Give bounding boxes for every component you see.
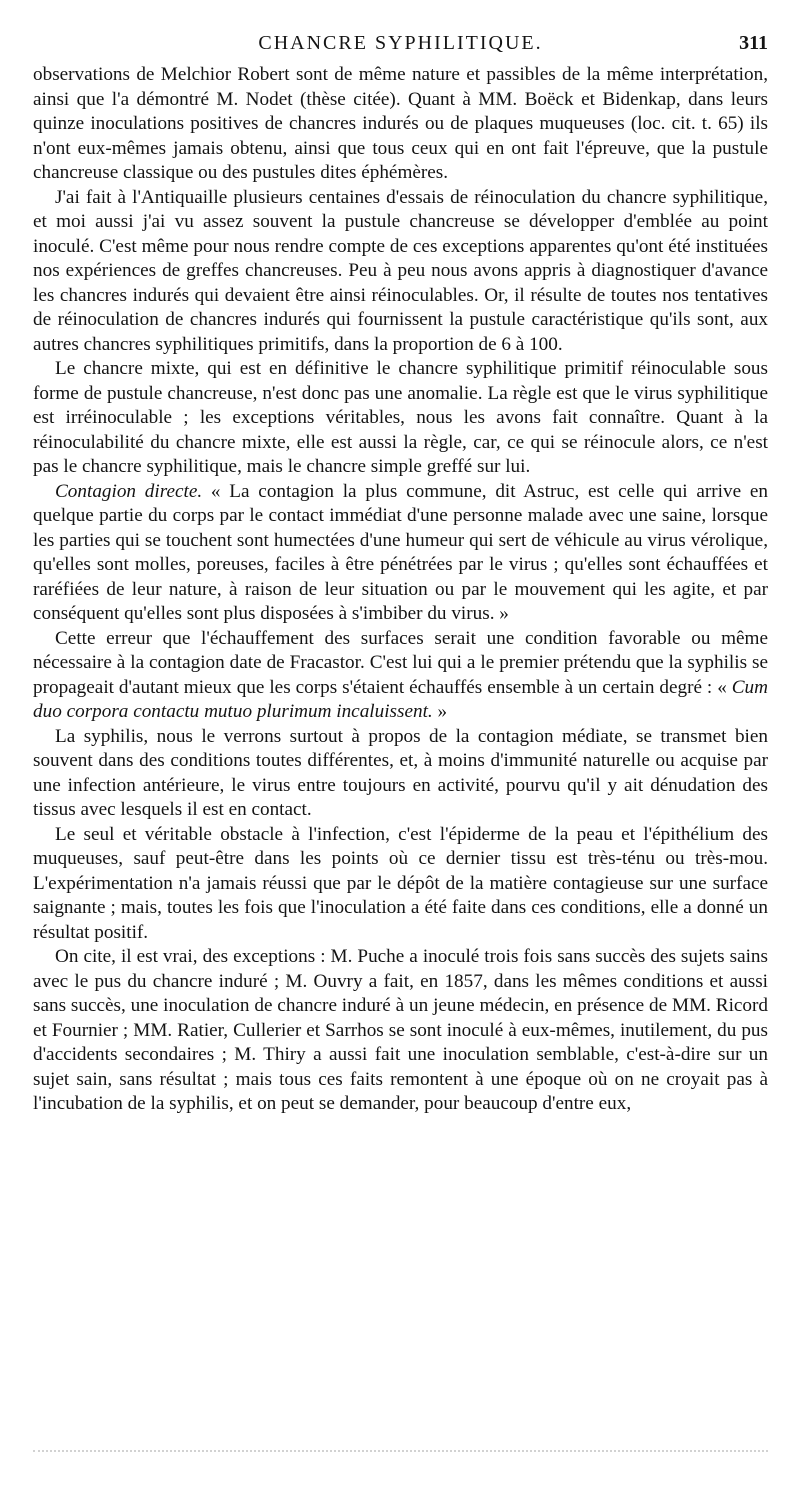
page-bottom-speckles — [33, 1450, 768, 1456]
latin-quote: Cum duo corpora contactu mutuo plurimum incaluissent. — [33, 676, 768, 722]
paragraph-text: Le chancre mixte, qui est en définitive le chancre syphilitique primitif réinoculable sous forme de pustule chancreuse, n'est donc pas une anomalie. La règle est que le virus syphilitique est irréinoculable ; les exceptions véritables, nous les avons fait connaître. Quant à la réinoculabilité du chancre mixte, elle est aussi la règle, car, ce qui se réinocule alors, ce n'est pas le chancre syphilitique, mais le chancre simple greffé sur lui. — [33, 358, 768, 477]
paragraph — [33, 480, 768, 627]
paragraph — [33, 945, 768, 1117]
paragraph-tail: » — [432, 701, 448, 722]
paragraph — [33, 725, 768, 823]
paragraph-text: J'ai fait à l'Antiquaille plusieurs centaines d'essais de réinoculation du chancre syphilitique, et moi aussi j'ai vu assez souvent la pustule chancreuse se développer d'emblée au point inoculé. C'est même pour nous rendre compte de ces exceptions apparentes qu'ont été instituées nos expériences de greffes chancreuses. Peu à peu nous avons appris à diagnostiquer d'avance les chancres indurés qui devaient être ainsi réinoculables. Or, il résulte de toutes nos tentatives de réinoculation de chancres indurés qui fournissent la pustule caractéristique qu'ils sont, aux autres chancres syphilitiques primitifs, dans la proportion de 6 à 100. — [33, 186, 768, 355]
page-number: 311 — [739, 32, 768, 54]
paragraph — [33, 627, 768, 725]
paragraph — [33, 823, 768, 946]
paragraph-text: Le seul et véritable obstacle à l'infection, c'est l'épiderme de la peau et l'épithélium des muqueuses, sauf peut-être dans les points où ce dernier tissu est très-ténu ou très-mou. L'expérimentation n'a jamais réussi que par le dépôt de la matière contagieuse sur une surface saignante ; mais, toutes les fois que l'inoculation a été faite dans ces conditions, elle a donné un résultat positif. — [33, 823, 768, 943]
paragraph-text: On cite, il est vrai, des exceptions : M. Puche a inoculé trois fois sans succès des sujets sains avec le pus du chancre induré ; M. Ouvry a fait, en 1857, dans les mêmes conditions et aussi sans succès, une inoculation de chancre induré à un jeune médecin, en présence de MM. Ricord et Fournier ; MM. Ratier, Cullerier et Sarrhos se sont inoculé à eux-mêmes, inutilement, du pus d'accidents secondaires ; M. Thiry a aussi fait une inoculation semblable, c'est-à-dire sur un sujet sain, sans résultat ; mais tous ces faits remontent à une époque où on ne croyait pas à l'incubation de la syphilis, et on peut se demander, pour beaucoup d'entre eux, — [33, 946, 768, 1114]
paragraph-text: observations de Melchior Robert sont de même nature et passibles de la même interprétation, ainsi que l'a démontré M. Nodet (thèse citée). Quant à MM. Boëck et Bidenkap, dans leurs quinze inoculations positives de chancres indurés ou de plaques muqueuses (loc. cit. t. 65) ils n'ont eux-mêmes jamais obtenu, ainsi que tous ceux qui en ont fait l'épreuve, que la pustule chancreuse classique ou des pustules dites éphémères. — [33, 64, 768, 183]
section-lead: Contagion directe. — [55, 480, 203, 502]
paragraph — [33, 357, 768, 480]
paragraph-text: « La contagion la plus commune, dit Astruc, est celle qui arrive en quelque partie du corps par le contact immédiat d'une personne malade avec une saine, lorsque les parties qui se touchent sont humectées d'une humeur qui sert de véhicule au virus vérolique, qu'elles sont molles, poreuses, faciles à être pénétrées par le virus ; qu'elles sont échauffées et raréfiées de leur nature, à raison de leur situation ou par le mouvement qui les agite, et par conséquent qu'elles sont plus disposées à s'imbiber du virus. » — [33, 480, 768, 624]
text-body — [33, 63, 768, 1117]
paragraph — [33, 63, 768, 186]
paragraph-text: La syphilis, nous le verrons surtout à propos de la contagion médiate, se transmet bien souvent dans des conditions toutes différentes, et, à moins d'immunité naturelle ou acquise par une infection antérieure, le virus entre toujours en activité, pourvu qu'il y ait dénudation des tissus avec lesquels il est en contact. — [33, 725, 768, 820]
running-head-title: CHANCRE SYPHILITIQUE. — [258, 32, 543, 54]
paragraph — [33, 186, 768, 358]
paragraph-text: Cette erreur que l'échauffement des surfaces serait une condition favorable ou même nécessaire à la contagion date de Fracastor. C'est lui qui a le premier prétendu que la syphilis se propageait d'autant mieux que les corps s'étaient échauffés ensemble à un certain degré : « — [33, 627, 768, 698]
running-head — [33, 30, 768, 60]
